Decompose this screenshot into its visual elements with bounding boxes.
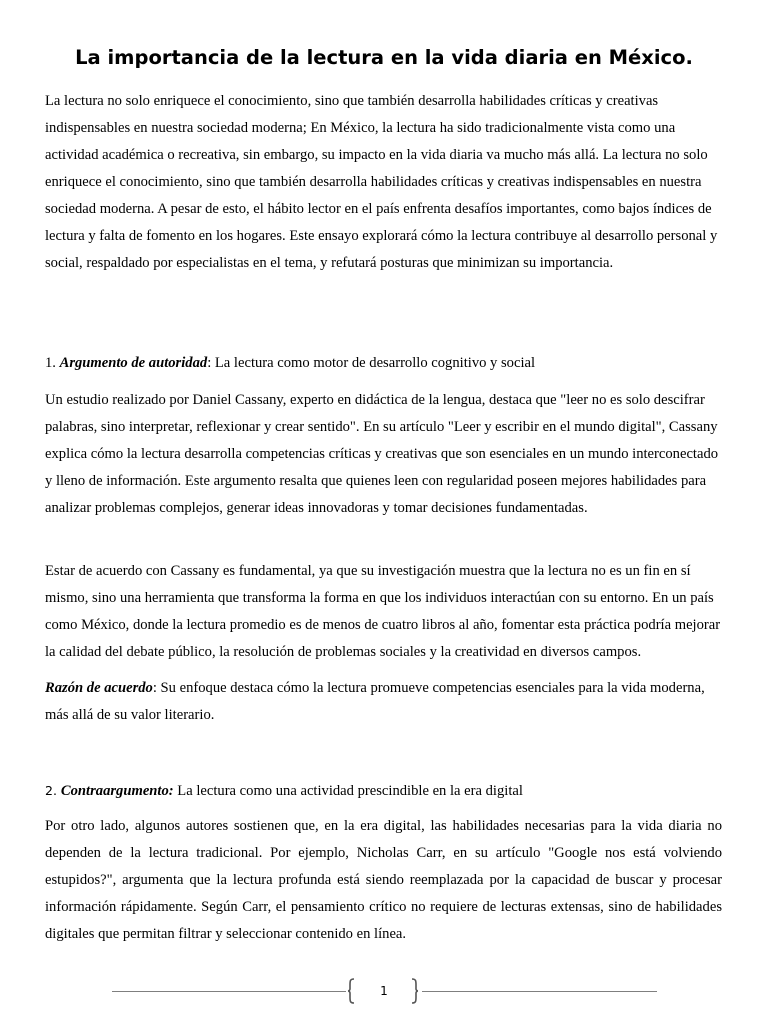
section-2-number: 2. <box>45 783 61 798</box>
section-2-heading <box>45 777 725 805</box>
section-1-label: Argumento de autoridad <box>59 355 208 371</box>
reason-paragraph <box>45 675 725 729</box>
right-bracket-icon <box>411 978 419 1004</box>
section-1-subtitle: : La lectura como motor de desarrollo cognitivo y social <box>207 355 536 371</box>
footer-rule-right <box>422 991 657 992</box>
section-1-paragraph-2: Estar de acuerdo con Cassany es fundamental, ya que su investigación muestra que la lectura no es un fin en sí mismo, sino una herramienta que transforma la forma en que los individuos interactúan con su entorno. En un país como México, donde la lectura promedio es de menos de cuatro libros al año, fomentar esta práctica podría mejorar la calidad del debate público, la resolución de problemas sociales y la creatividad en diversos campos. <box>45 563 721 660</box>
section-1-heading <box>45 350 725 377</box>
section-2-subtitle: La lectura como una actividad prescindible en la era digital <box>173 783 523 799</box>
page-footer <box>0 976 768 1008</box>
document-title: La importancia de la lectura en la vida diaria en México. <box>75 46 693 69</box>
left-bracket-icon <box>347 978 355 1004</box>
section-2-label: Contraargumento: <box>60 783 174 799</box>
section-1-paragraph-1: Un estudio realizado por Daniel Cassany, experto en didáctica de la lengua, destaca que "leer no es solo descifrar palabras, sino interpretar, reflexionar y crear sentido". En su artículo "Leer y escribir en el mundo digital", Cassany explica cómo la lectura desarrolla competencias críticas y creativas que son esenciales en un mundo interconectado y lleno de información. Este argumento resalta que quienes leen con regularidad poseen mejores habilidades para analizar problemas complejos, generar ideas innovadoras y tomar decisiones fundamentadas. <box>45 392 719 516</box>
section-2-paragraph-1: Por otro lado, algunos autores sostienen que, en la era digital, las habilidades necesarias para la vida diaria no dependen de la lectura tradicional. Por ejemplo, Nicholas Carr, en su artículo "Google nos está volviendo estupidos?", argumenta que la lectura profunda está siendo reemplazada por la capacidad de buscar y procesar información rápidamente. Según Carr, el pensamiento crítico no requiere de lecturas extensas, sino de habilidades digitales que permitan filtrar y seleccionar contenido en línea. <box>45 818 722 942</box>
section-1-number: 1. <box>45 355 60 371</box>
footer-rule-left <box>112 991 346 992</box>
reason-label: Razón de acuerdo <box>45 680 153 696</box>
reason-text: : Su enfoque destaca cómo la lectura promueve competencias esenciales para la vida moderna, más allá de su valor literario. <box>45 680 705 723</box>
intro-paragraph: La lectura no solo enriquece el conocimiento, sino que también desarrolla habilidades críticas y creativas indispensables en nuestra sociedad moderna; En México, la lectura ha sido tradicionalmente vista como una actividad académica o recreativa, sin embargo, su impacto en la vida diaria va mucho más allá. La lectura no solo enriquece el conocimiento, sino que también desarrolla habilidades críticas y creativas indispensables en nuestra sociedad moderna. A pesar de esto, el hábito lector en el país enfrenta desafíos importantes, como bajos índices de lectura y falta de fomento en los hogares. Este ensayo explorará cómo la lectura contribuye al desarrollo personal y social, respaldado por especialistas en el tema, y refutará posturas que minimizan su importancia. <box>45 93 718 271</box>
page-number: 1 <box>380 984 388 998</box>
